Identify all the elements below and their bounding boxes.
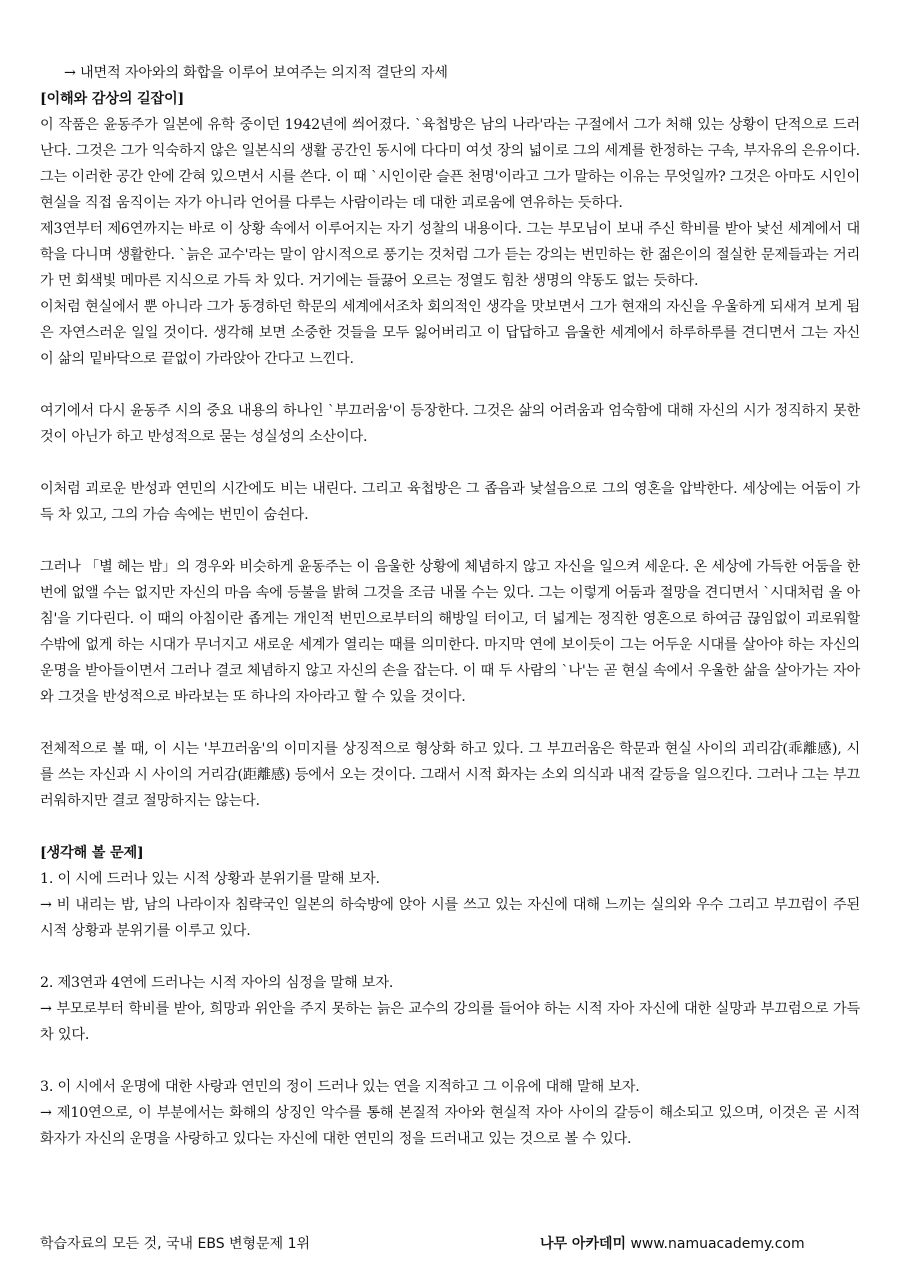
appreciation-paragraph-3: 이처럼 현실에서 뿐 아니라 그가 동경하던 학문의 세계에서조차 회의적인 생각을 맛보면서 그가 현재의 자신을 우울하게 되새겨 보게 됨은 자연스러운 일일 것이다. 생각해 보면 소중한 것들을 모두 잃어버리고 이 답답하고 음울한 세계에서 하루하루를 견디면서 그는 자신이 삶의 밑바닥으로 끝없이 가라앉아 간다고 느낀다. — [40, 299, 860, 367]
appreciation-paragraph-7: 전체적으로 볼 때, 이 시는 '부끄러움'의 이미지를 상징적으로 형상화 하고 있다. 그 부끄러움은 학문과 현실 사이의 괴리감(乖離感), 시를 쓰는 자신과 시 사이의 거리감(距離感) 등에서 오는 것이다. 그래서 시적 화자는 소외 의식과 내적 갈등을 일으킨다. 그러나 그는 부끄러워하지만 결코 절망하지는 않는다. — [40, 741, 860, 809]
paragraph-gap — [40, 944, 860, 970]
paragraph-gap — [40, 528, 860, 554]
paragraph-gap — [40, 814, 860, 840]
questions-heading: [생각해 볼 문제] — [40, 845, 144, 861]
question-1: 1. 이 시에 드러나 있는 시적 상황과 분위기를 말해 보자. — [40, 871, 380, 887]
appreciation-paragraph-1: 이 작품은 윤동주가 일본에 유학 중이던 1942년에 씌어졌다. `육첩방은 남의 나라'라는 구절에서 그가 처해 있는 상황이 단적으로 드러난다. 그것은 그가 익숙하지 않은 일본식의 생활 공간인 동시에 다다미 여섯 장의 넓이로 그의 세계를 한정하는 구속, 부자유의 은유이다. 그는 이러한 공간 안에 갇혀 있으면서 시를 쓴다. 이 때 `시인이란 슬픈 천명'이라고 그가 말하는 이유는 무엇일까? 그것은 아마도 시인이 현실을 직접 움직이는 자가 아니라 언어를 다루는 사람이라는 데 대한 괴로움에 연유하는 듯하다. — [40, 117, 860, 211]
appreciation-paragraph-4: 여기에서 다시 윤동주 시의 중요 내용의 하나인 `부끄러움'이 등장한다. 그것은 삶의 어려움과 엄숙함에 대해 자신의 시가 정직하지 못한 것이 아닌가 하고 반성적으로 묻는 성실성의 소산이다. — [40, 403, 860, 445]
appreciation-paragraph-2: 제3연부터 제6연까지는 바로 이 상황 속에서 이루어지는 자기 성찰의 내용이다. 그는 부모님이 보내 주신 학비를 받아 낯선 세계에서 대학을 다니며 생활한다. `늙은 교수'라는 말이 암시적으로 풍기는 것처럼 그가 듣는 강의는 번민하는 한 젊은이의 절실한 문제들과는 거리가 먼 회색빛 메마른 지식으로 가득 차 있다. 거기에는 들끓어 오르는 정열도 힘찬 생명의 약동도 없는 듯하다. — [40, 221, 860, 289]
answer-3: → 제10연으로, 이 부분에서는 화해의 상징인 악수를 통해 본질적 자아와 현실적 자아 사이의 갈등이 해소되고 있으며, 이것은 곧 시적 화자가 자신의 운명을 사랑하고 있다는 자신에 대한 연민의 정을 드러내고 있는 것으로 볼 수 있다. — [40, 1105, 860, 1147]
document-body — [40, 60, 860, 1152]
paragraph-gap — [40, 372, 860, 398]
appreciation-heading: [이해와 감상의 길잡이] — [40, 91, 185, 107]
paragraph-gap — [40, 450, 860, 476]
footer-brand-block — [540, 1233, 805, 1255]
answer-2: → 부모로부터 학비를 받아, 희망과 위안을 주지 못하는 늙은 교수의 강의를 들어야 하는 시적 자아 자신에 대한 실망과 부끄럼으로 가득 차 있다. — [40, 1001, 860, 1043]
footer-brand-name: 나무 아카데미 — [540, 1236, 627, 1252]
paragraph-gap — [40, 710, 860, 736]
appreciation-paragraph-6: 그러나 「별 헤는 밤」의 경우와 비슷하게 윤동주는 이 음울한 상황에 체념하지 않고 자신을 일으켜 세운다. 온 세상에 가득한 어둠을 한 번에 없앨 수는 없지만 자신의 마음 속에 등불을 밝혀 그것을 조금 내몰 수는 있다. 그는 이렇게 어둠과 절망을 견디면서 `시대처럼 올 아침'을 기다린다. 이 때의 아침이란 좁게는 개인적 번민으로부터의 해방일 터이고, 더 넓게는 정직한 영혼으로 하여금 끊임없이 괴로워할 수밖에 없게 하는 시대가 무너지고 새로운 세계가 열리는 때를 의미한다. 마지막 연에 보이듯이 그는 어두운 시대를 살아야 하는 자신의 운명을 받아들이면서 그러나 결코 체념하지 않고 자신의 손을 잡는다. 이 때 두 사람의 `나'는 곧 현실 속에서 우울한 삶을 살아가는 자아와 그것을 반성적으로 바라보는 또 하나의 자아라고 할 수 있을 것이다. — [40, 559, 860, 705]
paragraph-gap — [40, 1048, 860, 1074]
question-2: 2. 제3연과 4연에 드러나는 시적 자아의 심정을 말해 보자. — [40, 975, 394, 991]
footer-slogan: 학습자료의 모든 것, 국내 EBS 변형문제 1위 — [40, 1236, 311, 1252]
footer-website-link[interactable]: www.namuacademy.com — [630, 1236, 805, 1252]
answer-1: → 비 내리는 밤, 남의 나라이자 침략국인 일본의 하숙방에 앉아 시를 쓰고 있는 자신에 대해 느끼는 실의와 우수 그리고 부끄럼이 주된 시적 상황과 분위기를 이루고 있다. — [40, 897, 860, 939]
appreciation-paragraph-5: 이처럼 괴로운 반성과 연민의 시간에도 비는 내린다. 그리고 육첩방은 그 좁음과 낯설음으로 그의 영혼을 압박한다. 세상에는 어둠이 가득 차 있고, 그의 가슴 속에는 번민이 숨쉰다. — [40, 481, 860, 523]
intro-line: → 내면적 자아와의 화합을 이루어 보여주는 의지적 결단의 자세 — [64, 65, 448, 81]
question-3: 3. 이 시에서 운명에 대한 사랑과 연민의 정이 드러나 있는 연을 지적하고 그 이유에 대해 말해 보자. — [40, 1079, 640, 1095]
